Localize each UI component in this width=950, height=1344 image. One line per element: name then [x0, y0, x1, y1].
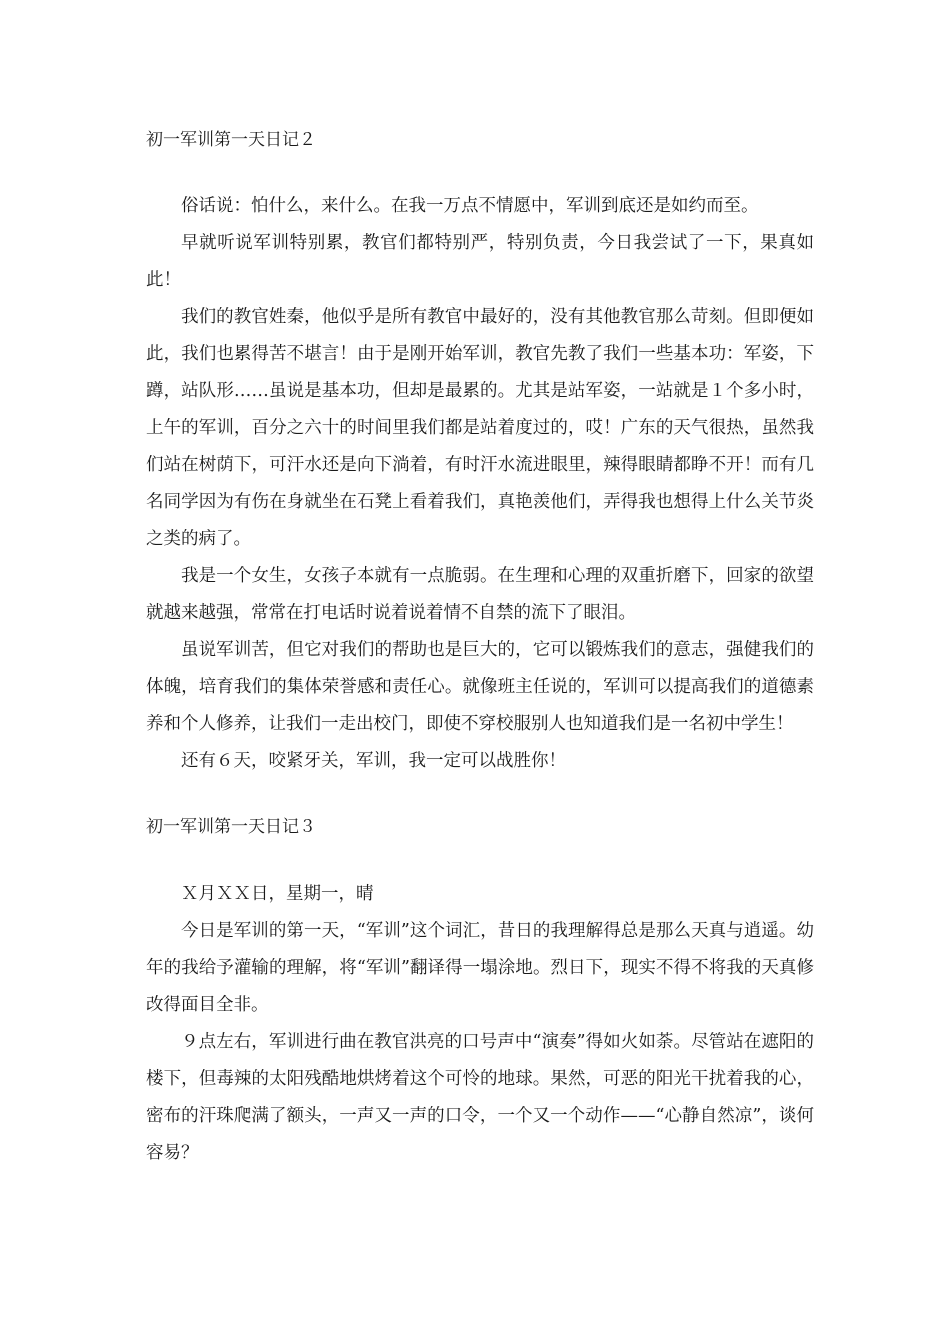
diary-2-title: 初一军训第一天日记２ — [146, 130, 316, 150]
diary-3-title: 初一军训第一天日记３ — [146, 817, 316, 837]
diary-2-paragraph: 还有６天，咬紧牙关，军训，我一定可以战胜你！ — [181, 751, 566, 771]
diary-2-paragraph: 早就听说军训特别累，教官们都特别严，特别负责，今日我尝试了一下，果真如此！ — [146, 233, 814, 290]
diary-3-date-line: Ｘ月ＸＸ日，星期一，晴 — [181, 884, 374, 904]
diary-2-paragraph: 我们的教官姓秦，他似乎是所有教官中最好的，没有其他教官那么苛刻。但即便如此，我们也累得苦不堪言！由于是刚开始军训，教官先教了我们一些基本功：军姿，下蹲，站队形……虽说是基本功，但却是最累的。尤其是站军姿，一站就是１个多小时，上午的军训，百分之六十的时间里我们都是站着度过的，哎！广东的天气很热，虽然我们站在树荫下，可汗水还是向下淌着，有时汗水流进眼里，辣得眼睛都睁不开！而有几名同学因为有伤在身就坐在石凳上看着我们，真艳羡他们，弄得我也想得上什么关节炎之类的病了。 — [146, 307, 814, 549]
diary-2-body — [146, 188, 814, 780]
diary-3-body — [146, 876, 814, 1172]
diary-2-paragraph: 俗话说：怕什么，来什么。在我一万点不情愿中，军训到底还是如约而至。 — [181, 196, 759, 216]
diary-2-paragraph: 虽说军训苦，但它对我们的帮助也是巨大的，它可以锻炼我们的意志，强健我们的体魄，培育我们的集体荣誉感和责任心。就像班主任说的，军训可以提高我们的道德素养和个人修养，让我们一走出校门，即使不穿校服别人也知道我们是一名初中学生！ — [146, 640, 814, 734]
diary-3-paragraph: ９点左右，军训进行曲在教官洪亮的口号声中“演奏”得如火如荼。尽管站在遮阳的楼下，但毒辣的太阳残酷地烘烤着这个可怜的地球。果然，可恶的阳光干扰着我的心，密布的汗珠爬满了额头，一声又一声的口令，一个又一个动作——“心静自然凉”，谈何容易？ — [146, 1032, 814, 1163]
diary-3-paragraph: 今日是军训的第一天，“军训”这个词汇，昔日的我理解得总是那么天真与逍遥。幼年的我给予灌输的理解，将“军训”翻译得一塌涂地。烈日下，现实不得不将我的天真修改得面目全非。 — [146, 921, 814, 1015]
diary-2-paragraph: 我是一个女生，女孩子本就有一点脆弱。在生理和心理的双重折磨下，回家的欲望就越来越强，常常在打电话时说着说着情不自禁的流下了眼泪。 — [146, 566, 814, 623]
